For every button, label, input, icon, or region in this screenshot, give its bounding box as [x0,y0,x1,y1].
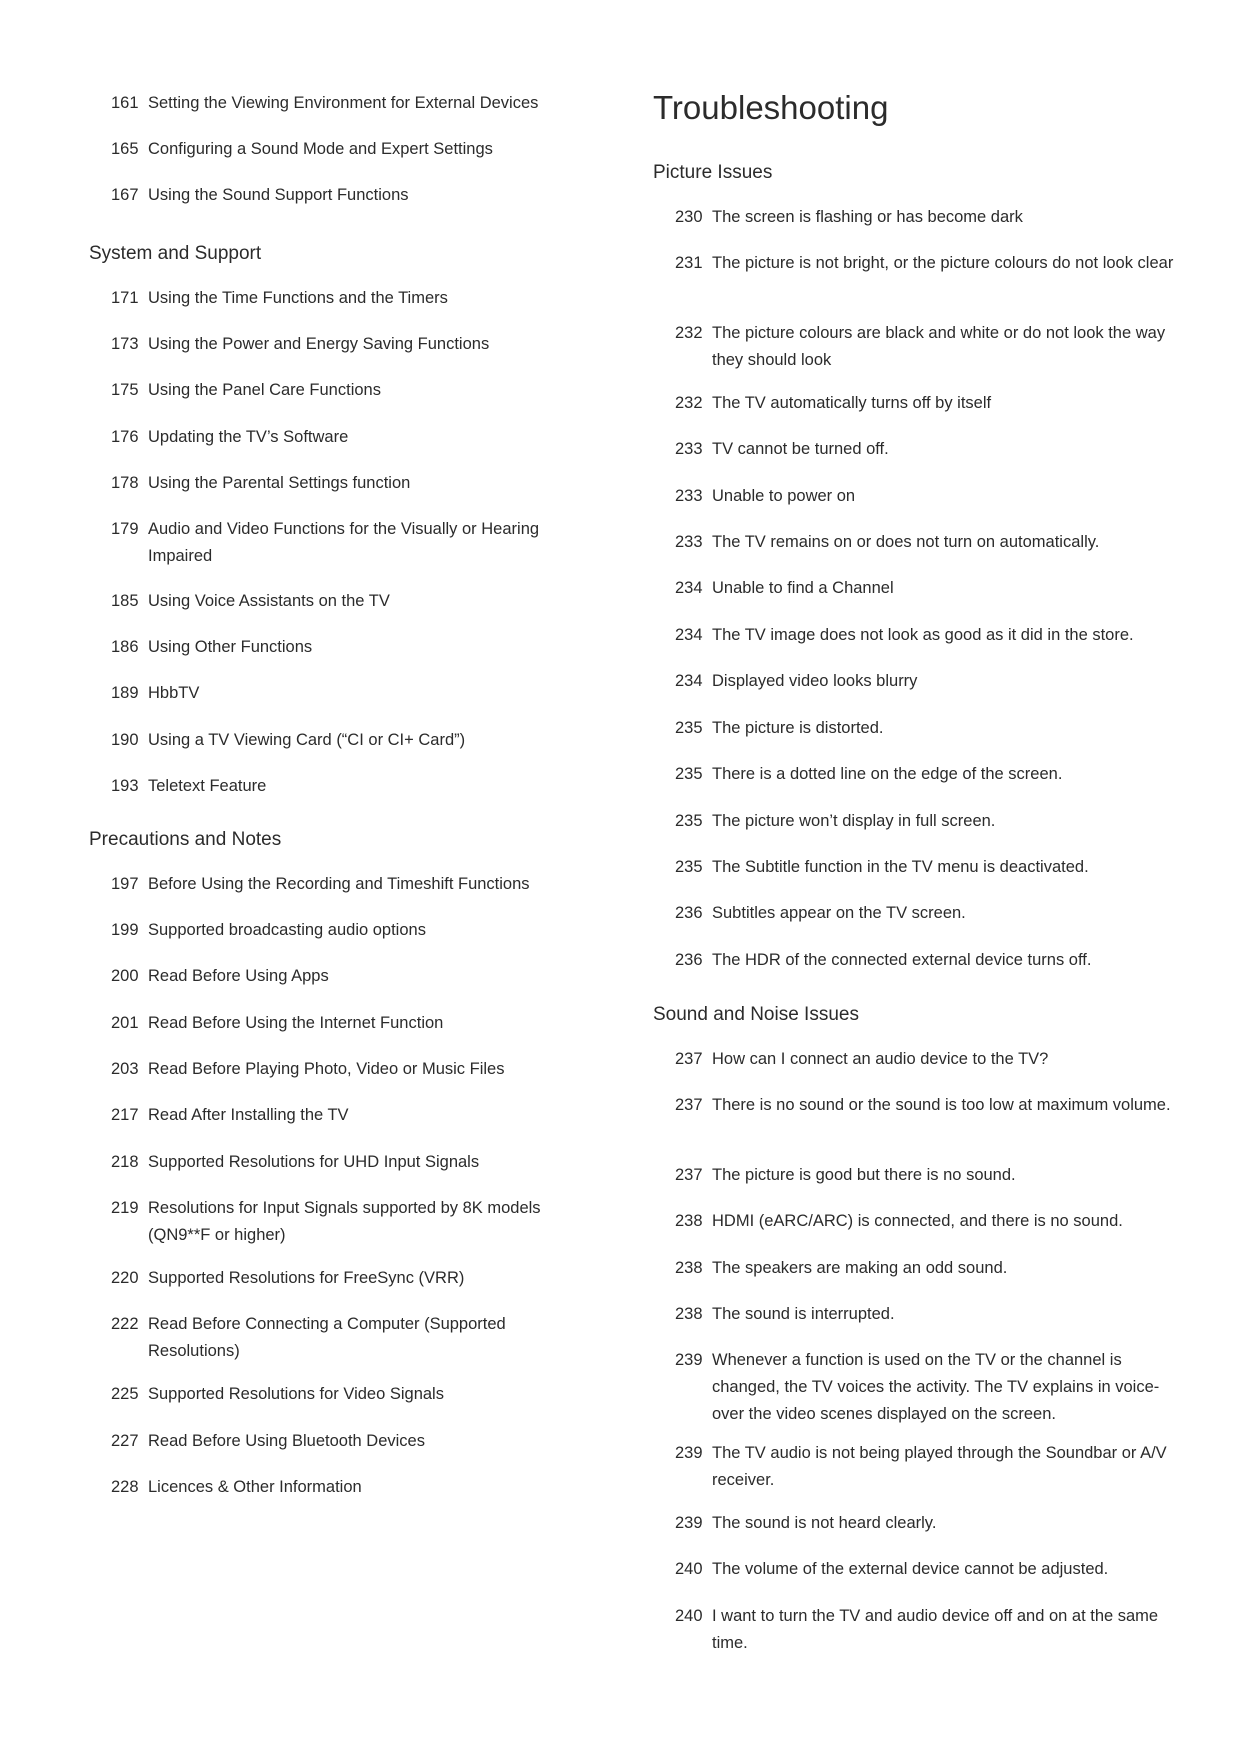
toc-entry[interactable] [675,1046,1175,1073]
toc-page-number: 218 [111,1153,139,1171]
toc-page-number: 225 [111,1385,139,1403]
toc-entry-title: Using the Parental Settings function [148,474,411,492]
section-heading-precautions[interactable]: Precautions and Notes [89,829,282,850]
toc-entry[interactable] [675,1510,1175,1537]
toc-page-number: 176 [111,428,139,446]
toc-entry[interactable] [111,1474,581,1501]
toc-entry[interactable] [675,483,1175,510]
toc-entry-title: Read Before Connecting a Computer (Supported Resolutions) [148,1315,506,1360]
toc-entry-title: The picture is good but there is no sound. [712,1166,1016,1184]
toc-page-number: 232 [675,394,703,412]
toc-entry-title: Using the Panel Care Functions [148,381,381,399]
toc-page-number: 167 [111,186,139,204]
toc-entry[interactable] [675,1440,1175,1494]
toc-entry-title: Updating the TV’s Software [148,428,349,446]
toc-entry-title: The volume of the external device cannot be adjusted. [712,1560,1109,1578]
toc-entry[interactable] [111,963,581,990]
toc-entry[interactable] [111,1311,581,1365]
toc-entry-title: The picture won’t display in full screen. [712,812,996,830]
toc-page-number: 179 [111,520,139,538]
toc-page-number: 238 [675,1305,703,1323]
toc-page-number: 235 [675,858,703,876]
toc-entry[interactable] [675,1162,1175,1189]
toc-entry-title: Read Before Using Bluetooth Devices [148,1432,425,1450]
toc-entry[interactable] [675,436,1175,463]
toc-entry-title: The speakers are making an odd sound. [712,1259,1008,1277]
toc-entry[interactable] [675,715,1175,742]
toc-entry[interactable] [111,773,581,800]
toc-entry[interactable] [675,1301,1175,1328]
toc-entry-title: Configuring a Sound Mode and Expert Settings [148,140,493,158]
toc-entry[interactable] [675,1208,1175,1235]
toc-entry-title: HbbTV [148,684,200,702]
toc-page-number: 186 [111,638,139,656]
toc-entry-title: Whenever a function is used on the TV or the channel is changed, the TV voices the activity. The TV explains in voice-over the video scenes displayed on the screen. [712,1351,1160,1423]
toc-page-number: 237 [675,1050,703,1068]
toc-entry[interactable] [111,1056,581,1083]
toc-entry-title: The HDR of the connected external device turns off. [712,951,1092,969]
toc-entry-title: Using a TV Viewing Card (“CI or CI+ Card”) [148,731,466,749]
toc-entry[interactable] [111,680,581,707]
toc-entry[interactable] [675,854,1175,881]
toc-page-number: 222 [111,1315,139,1333]
toc-entry[interactable] [675,575,1175,602]
toc-entry[interactable] [111,136,581,163]
chapter-title-troubleshooting[interactable]: Troubleshooting [653,89,889,126]
toc-page-number: 217 [111,1106,139,1124]
toc-entry[interactable] [675,1255,1175,1282]
toc-page-number: 161 [111,94,139,112]
toc-entry[interactable] [111,516,581,570]
toc-entry[interactable] [675,808,1175,835]
toc-entry[interactable] [111,470,581,497]
toc-entry[interactable] [675,947,1175,974]
toc-entry[interactable] [675,390,1175,417]
toc-page-number: 239 [675,1444,703,1462]
toc-entry[interactable] [675,900,1175,927]
toc-entry[interactable] [675,529,1175,556]
toc-page-number: 239 [675,1514,703,1532]
toc-entry[interactable] [111,1195,581,1249]
toc-entry-title: Supported broadcasting audio options [148,921,426,939]
toc-entry-title: Subtitles appear on the TV screen. [712,904,966,922]
toc-entry[interactable] [675,320,1175,374]
toc-entry-title: There is no sound or the sound is too low at maximum volume. [712,1096,1171,1114]
toc-entry[interactable] [111,727,581,754]
toc-entry-title: Supported Resolutions for FreeSync (VRR) [148,1269,465,1287]
toc-entry[interactable] [111,917,581,944]
toc-entry-title: Resolutions for Input Signals supported by 8K models (QN9**F or higher) [148,1199,541,1244]
toc-entry-title: Teletext Feature [148,777,267,795]
toc-entry-title: Using Other Functions [148,638,313,656]
toc-page-number: 227 [111,1432,139,1450]
toc-page-number: 190 [111,731,139,749]
toc-entry[interactable] [675,1092,1175,1119]
toc-entry-title: The picture is distorted. [712,719,884,737]
toc-page-number: 236 [675,951,703,969]
section-heading-system-support[interactable]: System and Support [89,243,262,264]
toc-entry-title: Unable to find a Channel [712,579,894,597]
toc-entry-title: Read Before Using the Internet Function [148,1014,444,1032]
toc-entry-title: TV cannot be turned off. [712,440,889,458]
toc-entry[interactable] [111,331,581,358]
toc-page-number: 185 [111,592,139,610]
toc-entry[interactable] [675,761,1175,788]
toc-page-number: 219 [111,1199,139,1217]
toc-page-number: 234 [675,579,703,597]
toc-entry-title: Unable to power on [712,487,856,505]
toc-page-number: 233 [675,487,703,505]
toc-entry-title: Displayed video looks blurry [712,672,918,690]
toc-page-number: 178 [111,474,139,492]
toc-entry-title: Supported Resolutions for Video Signals [148,1385,444,1403]
toc-page-number: 197 [111,875,139,893]
toc-entry[interactable] [111,377,581,404]
toc-entry[interactable] [111,1428,581,1455]
toc-entry-title: How can I connect an audio device to the TV? [712,1050,1049,1068]
toc-page-number: 232 [675,324,703,342]
toc-page-number: 240 [675,1560,703,1578]
toc-page-number: 236 [675,904,703,922]
toc-entry[interactable] [675,250,1175,277]
toc-entry[interactable] [675,668,1175,695]
toc-entry-title: HDMI (eARC/ARC) is connected, and there is no sound. [712,1212,1123,1230]
toc-page-number: 234 [675,626,703,644]
toc-page-number: 239 [675,1351,703,1369]
toc-entry[interactable] [111,1149,581,1176]
toc-entry-title: Read Before Playing Photo, Video or Music Files [148,1060,505,1078]
toc-page-number: 233 [675,533,703,551]
toc-page-number: 238 [675,1212,703,1230]
toc-entry-title: The screen is flashing or has become dark [712,208,1023,226]
toc-page-number: 240 [675,1607,703,1625]
toc-entry[interactable] [675,1603,1175,1657]
toc-entry-title: The TV automatically turns off by itself [712,394,992,412]
toc-entry[interactable] [111,634,581,661]
toc-entry-title: Before Using the Recording and Timeshift Functions [148,875,530,893]
toc-entry[interactable] [111,1010,581,1037]
toc-entry[interactable] [111,1381,581,1408]
section-heading-sound-issues[interactable]: Sound and Noise Issues [653,1004,859,1025]
toc-entry-title: The picture is not bright, or the picture colours do not look clear [712,254,1174,272]
toc-entry-title: Read After Installing the TV [148,1106,349,1124]
toc-entry[interactable] [111,1265,581,1292]
toc-page-number: 165 [111,140,139,158]
toc-entry-title: I want to turn the TV and audio device off and on at the same time. [712,1607,1159,1652]
toc-entry-title: The TV image does not look as good as it did in the store. [712,626,1134,644]
toc-entry[interactable] [111,588,581,615]
toc-entry-title: The Subtitle function in the TV menu is deactivated. [712,858,1089,876]
toc-page-number: 173 [111,335,139,353]
toc-entry[interactable] [111,424,581,451]
toc-page-number: 237 [675,1096,703,1114]
toc-page-number: 234 [675,672,703,690]
toc-entry[interactable] [675,1556,1175,1583]
toc-entry[interactable] [111,871,581,898]
toc-page-number: 231 [675,254,703,272]
section-heading-picture-issues[interactable]: Picture Issues [653,162,773,183]
toc-entry[interactable] [111,182,581,209]
toc-page-number: 193 [111,777,139,795]
toc-entry-title: Setting the Viewing Environment for External Devices [148,94,539,112]
toc-page-number: 203 [111,1060,139,1078]
toc-entry-title: Using Voice Assistants on the TV [148,592,390,610]
toc-page-number: 220 [111,1269,139,1287]
toc-entry-title: Licences & Other Information [148,1478,362,1496]
toc-page-number: 175 [111,381,139,399]
toc-page-number: 237 [675,1166,703,1184]
toc-entry[interactable] [675,204,1175,231]
toc-entry-title: Read Before Using Apps [148,967,329,985]
toc-entry-title: Audio and Video Functions for the Visually or Hearing Impaired [148,520,540,565]
toc-entry-title: Using the Power and Energy Saving Functions [148,335,490,353]
toc-entry-title: The sound is not heard clearly. [712,1514,937,1532]
toc-entry-title: The TV remains on or does not turn on automatically. [712,533,1100,551]
toc-page-number: 199 [111,921,139,939]
toc-page-number: 235 [675,812,703,830]
toc-page-number: 189 [111,684,139,702]
toc-entry[interactable] [111,285,581,312]
toc-entry-title: There is a dotted line on the edge of the screen. [712,765,1063,783]
toc-entry-title: The sound is interrupted. [712,1305,895,1323]
toc-page-number: 233 [675,440,703,458]
toc-page-number: 235 [675,719,703,737]
toc-entry-title: The TV audio is not being played through the Soundbar or A/V receiver. [712,1444,1167,1489]
toc-page-number: 228 [111,1478,139,1496]
toc-page-number: 230 [675,208,703,226]
toc-entry[interactable] [111,1102,581,1129]
toc-entry-title: The picture colours are black and white or do not look the way they should look [712,324,1166,369]
toc-entry[interactable] [675,1347,1175,1428]
toc-entry-title: Using the Sound Support Functions [148,186,409,204]
toc-page-number: 235 [675,765,703,783]
toc-page-number: 238 [675,1259,703,1277]
toc-entry[interactable] [111,90,581,117]
toc-entry-title: Using the Time Functions and the Timers [148,289,448,307]
toc-page-number: 171 [111,289,139,307]
toc-entry[interactable] [675,622,1175,649]
toc-page-number: 201 [111,1014,139,1032]
toc-entry-title: Supported Resolutions for UHD Input Signals [148,1153,480,1171]
toc-page-number: 200 [111,967,139,985]
